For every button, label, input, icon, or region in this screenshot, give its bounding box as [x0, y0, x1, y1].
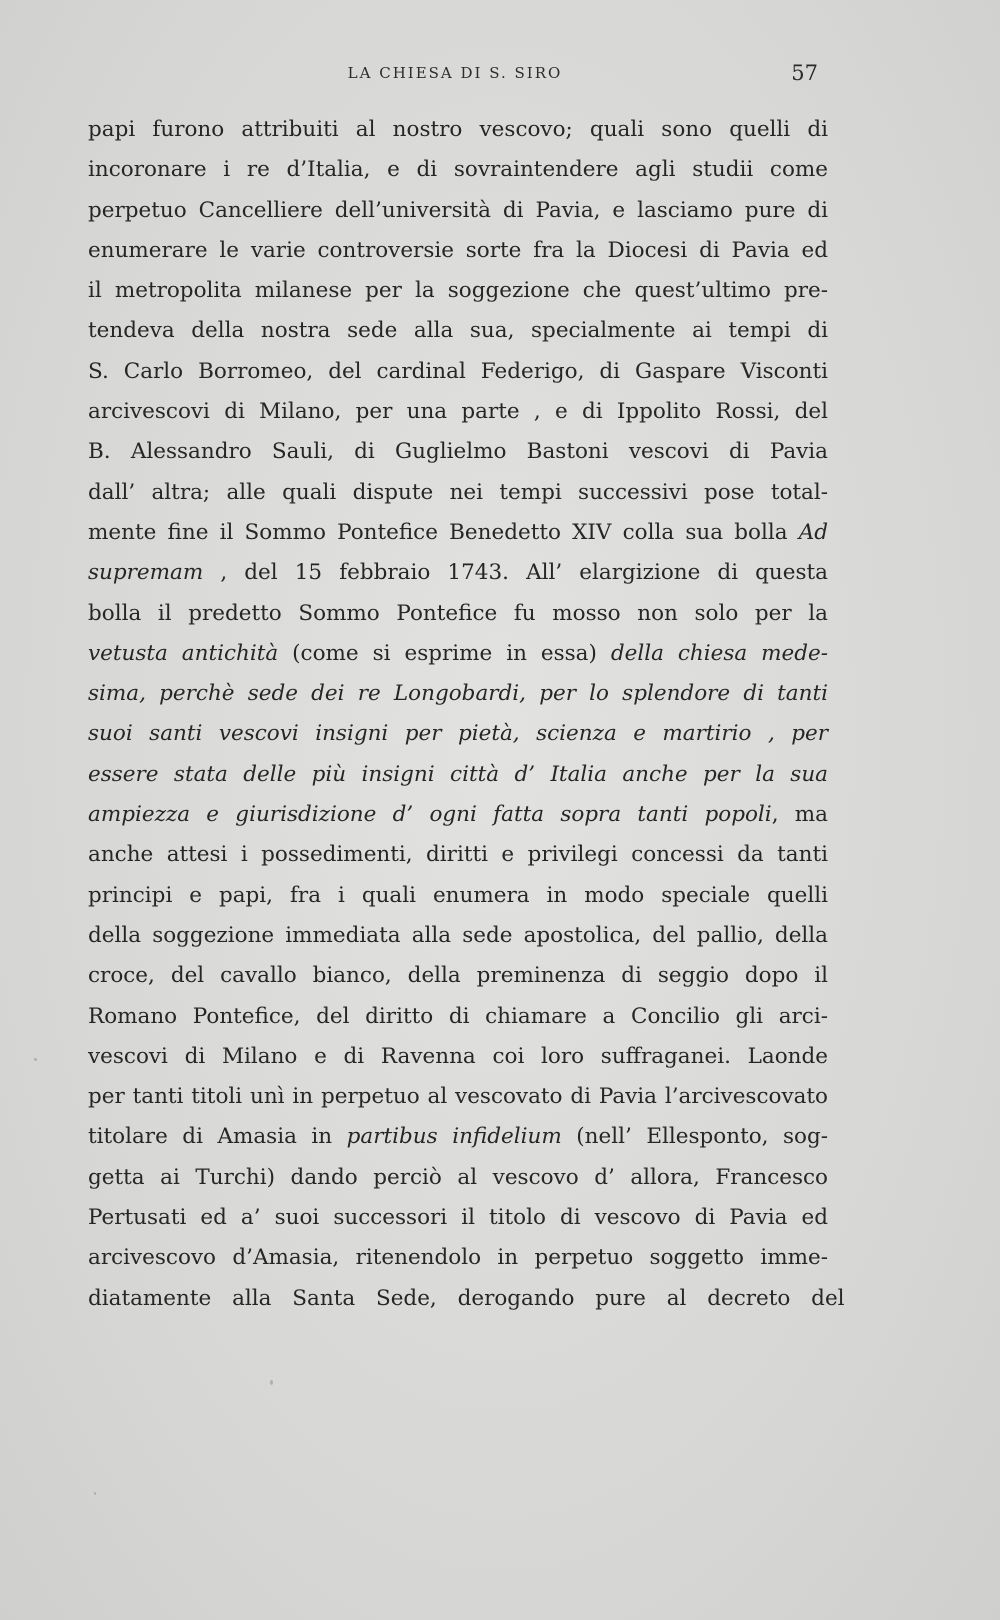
- text-line: [88, 755, 828, 795]
- text-run: Pertusati ed a’ suoi successori il titolo di vescovo di Pavia ed: [88, 1205, 828, 1231]
- running-head: [92, 61, 818, 88]
- text-run: getta ai Turchi) dando perciò al vescovo d’ allora, Francesco: [88, 1164, 828, 1190]
- text-run: titolare di Amasia in: [88, 1124, 347, 1150]
- text-run: anche attesi i possedimenti, diritti e privilegi concessi da tanti: [88, 842, 828, 868]
- text-line: [88, 352, 828, 392]
- text-run: (come si esprime in essa): [278, 640, 611, 666]
- paper-speck: [270, 1380, 273, 1385]
- paper-speck: [34, 1058, 37, 1061]
- text-line: [88, 1077, 828, 1117]
- text-line: [88, 473, 828, 513]
- text-line: [88, 271, 828, 311]
- text-line: [88, 997, 828, 1037]
- text-line: [88, 513, 828, 553]
- text-line: [88, 392, 828, 432]
- text-line: [88, 916, 828, 956]
- italic-text: della chiesa mede-: [610, 640, 829, 666]
- text-line: [88, 1037, 828, 1077]
- text-line: [88, 1117, 828, 1157]
- text-run: vescovi di Milano e di Ravenna coi loro suffraganei. Laonde: [88, 1043, 828, 1069]
- italic-text: Ad: [798, 519, 828, 545]
- text-line: [88, 714, 828, 754]
- text-run: per tanti titoli unì in perpetuo al vescovato di Pavia l’arcivescovato: [88, 1084, 828, 1110]
- text-line: [88, 594, 828, 634]
- text-line: [88, 150, 828, 190]
- italic-text: partibus infidelium: [346, 1124, 562, 1150]
- text-line: [88, 674, 828, 714]
- text-line: [88, 956, 828, 996]
- text-run: croce, del cavallo bianco, della preminenza di seggio dopo il: [88, 963, 828, 989]
- paper-speck: [94, 1492, 96, 1495]
- text-run: dall’ altra; alle quali dispute nei tempi successivi pose total-: [88, 479, 828, 505]
- text-run: enumerare le varie controversie sorte fra la Diocesi di Pavia ed: [88, 237, 828, 263]
- text-run: diatamente alla Santa Sede, derogando pure al decreto del: [88, 1285, 845, 1311]
- text-run: S. Carlo Borromeo, del cardinal Federigo, di Gaspare Visconti: [88, 358, 828, 384]
- text-line: [88, 876, 828, 916]
- page-number: 57: [791, 61, 818, 85]
- text-run: papi furono attribuiti al nostro vescovo; quali sono quelli di: [88, 117, 828, 142]
- running-title: LA CHIESA DI S. SIRO: [347, 64, 563, 82]
- text-run: perpetuo Cancelliere dell’università di Pavia, e lasciamo pure di: [88, 197, 828, 223]
- text-run: mente fine il Sommo Pontefice Benedetto XIV colla sua bolla: [88, 519, 799, 545]
- italic-text: suoi santi vescovi insigni per pietà, scienza e martirio , per: [88, 721, 828, 747]
- text-run: , ma: [771, 802, 828, 828]
- text-line: [88, 1238, 828, 1278]
- italic-text: essere stata delle più insigni città d’ Italia anche per la sua: [88, 761, 828, 787]
- text-line: [88, 795, 828, 835]
- text-line: [88, 634, 828, 674]
- text-line: [88, 191, 828, 231]
- text-run: il metropolita milanese per la soggezione che quest’ultimo pre-: [88, 278, 828, 304]
- text-line: [88, 432, 828, 472]
- text-run: della soggezione immediata alla sede apostolica, del pallio, della: [88, 922, 828, 948]
- text-line: [88, 1198, 828, 1238]
- text-run: incoronare i re d’Italia, e di sovraintendere agli studii come: [88, 157, 828, 183]
- text-run: tendeva della nostra sede alla sua, specialmente ai tempi di: [88, 318, 828, 344]
- text-run: principi e papi, fra i quali enumera in modo speciale quelli: [88, 882, 828, 908]
- italic-text: supremam: [88, 560, 204, 586]
- italic-text: sima, perchè sede dei re Longobardi, per lo splendore di tanti: [88, 681, 828, 707]
- text-run: bolla il predetto Sommo Pontefice fu mosso non solo per la: [88, 600, 828, 626]
- body-text: [88, 110, 845, 1319]
- text-line: [88, 110, 828, 150]
- text-run: arcivescovo d’Amasia, ritenendolo in perpetuo soggetto imme-: [88, 1245, 828, 1271]
- italic-text: ampiezza e giurisdizione d’ ogni fatta sopra tanti popoli: [88, 802, 772, 828]
- text-line: [88, 835, 828, 875]
- text-run: B. Alessandro Sauli, di Guglielmo Bastoni vescovi di Pavia: [88, 439, 828, 465]
- text-run: arcivescovi di Milano, per una parte , e di Ippolito Rossi, del: [88, 399, 828, 425]
- italic-text: vetusta antichità: [88, 640, 279, 666]
- text-line: [88, 1158, 828, 1198]
- text-line: [88, 553, 828, 593]
- text-run: Romano Pontefice, del diritto di chiamare a Concilio gli arci-: [88, 1003, 828, 1029]
- text-run: , del 15 febbraio 1743. All’ elargizione di questa: [203, 560, 828, 586]
- text-line: [88, 311, 828, 351]
- text-line: [88, 231, 828, 271]
- text-line: [88, 1279, 845, 1319]
- text-run: (nell’ Ellesponto, sog-: [561, 1124, 829, 1150]
